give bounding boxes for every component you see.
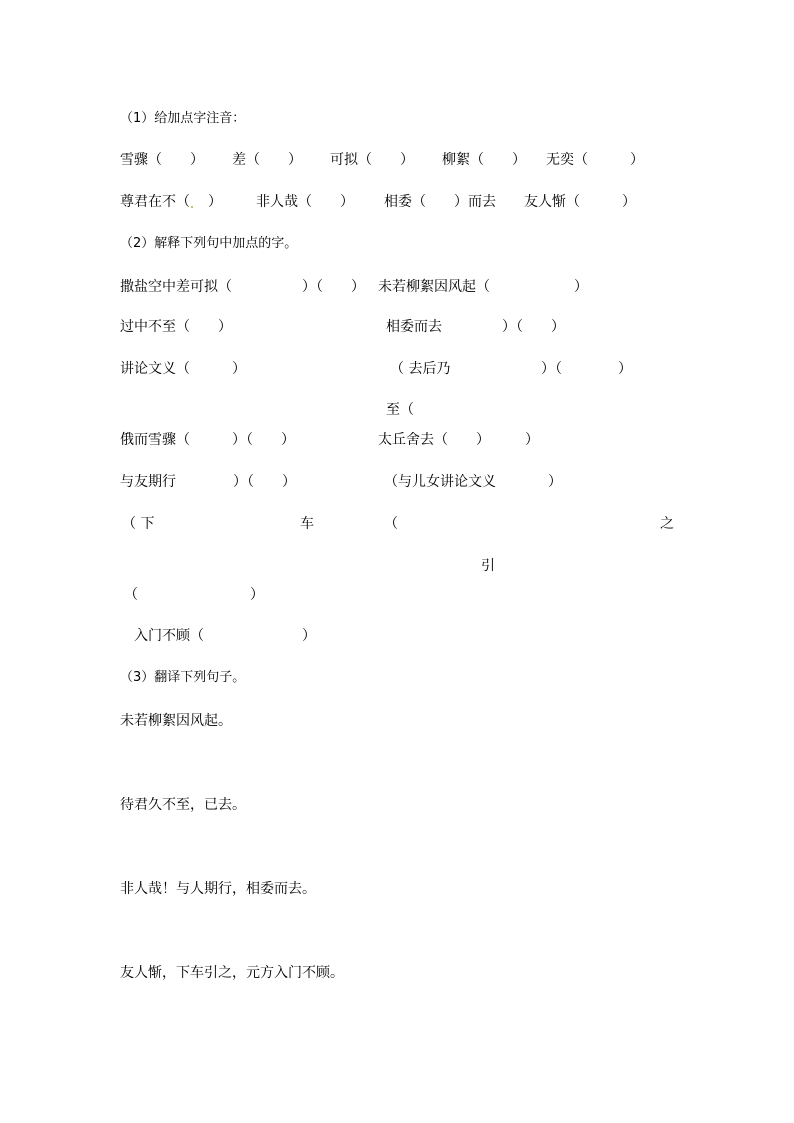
explain-line-yuernv: （与儿女讲论文义 bbox=[384, 474, 496, 490]
explain-line-yin: 引 bbox=[481, 558, 495, 574]
pinyin-item-yourencan: 友人惭（ ） bbox=[524, 194, 636, 210]
translate-sentence-2: 待君久不至，已去。 bbox=[120, 797, 246, 813]
explain-line-quhou: （ 去后乃 bbox=[390, 361, 451, 377]
pinyin-item-liuxu: 柳絮（ ） bbox=[442, 152, 526, 168]
explain-line-guozhong: 过中不至（ ） bbox=[120, 319, 232, 335]
pinyin-item-zunjun: 尊君在不（ ） bbox=[120, 194, 222, 210]
explain-line-xiangwei: 相委而去 bbox=[386, 319, 442, 335]
pinyin-item-cha: 差（ ） bbox=[232, 152, 302, 168]
pinyin-item-xiangwei: 相委（ ）而去 bbox=[384, 194, 496, 210]
pinyin-item-feirenzai: 非人哉（ ） bbox=[256, 194, 354, 210]
explain-line-che: 车 bbox=[300, 516, 314, 532]
explain-line-taiqiu: 太丘舍去（ ） bbox=[378, 432, 490, 448]
emphasis-dot bbox=[191, 206, 193, 208]
explain-line-yuyou-blanks: ）（ ） bbox=[233, 474, 296, 490]
translate-sentence-4: 友人惭，下车引之，元方入门不顾。 bbox=[120, 965, 344, 981]
section2-heading: （2）解释下列句中加点的字。 bbox=[120, 236, 298, 251]
explain-line-blank: （ ） bbox=[124, 587, 264, 603]
translate-sentence-1: 未若柳絮因风起。 bbox=[120, 713, 232, 729]
explain-line-yuyou: 与友期行 bbox=[120, 474, 176, 490]
pinyin-item-keni: 可拟（ ） bbox=[330, 152, 414, 168]
explain-line-zhi2: 之 bbox=[660, 516, 674, 532]
explain-line-paren: （ bbox=[384, 516, 398, 532]
explain-line-eer: 俄而雪骤（ ）（ ） bbox=[120, 432, 295, 448]
explain-line-sayan: 撒盐空中差可拟（ ）（ ） bbox=[120, 279, 365, 295]
explain-line-quhou-blanks: ）（ ） bbox=[541, 361, 632, 377]
explain-line-xiangwei-blanks: ）（ ） bbox=[502, 319, 565, 335]
pinyin-item-xuezhou: 雪骤（ ） bbox=[120, 152, 204, 168]
translate-sentence-3: 非人哉！与人期行，相委而去。 bbox=[120, 881, 316, 897]
section3-heading: （3）翻译下列句子。 bbox=[120, 670, 246, 685]
pinyin-item-wuyi: 无奕（ ） bbox=[546, 152, 644, 168]
explain-line-jianglun: 讲论文义（ ） bbox=[120, 361, 246, 377]
section1-heading: （1）给加点字注音： bbox=[120, 111, 246, 126]
explain-line-weiruo: 未若柳絮因风起（ ） bbox=[378, 279, 588, 295]
explain-line-yuernv-close: ） bbox=[548, 474, 562, 490]
explain-line-xia: （ 下 bbox=[122, 516, 155, 532]
explain-line-zhi: 至（ bbox=[386, 402, 414, 418]
explain-line-rumen: 入门不顾（ ） bbox=[134, 628, 316, 644]
explain-line-taiqiu-close: ） bbox=[525, 432, 539, 448]
